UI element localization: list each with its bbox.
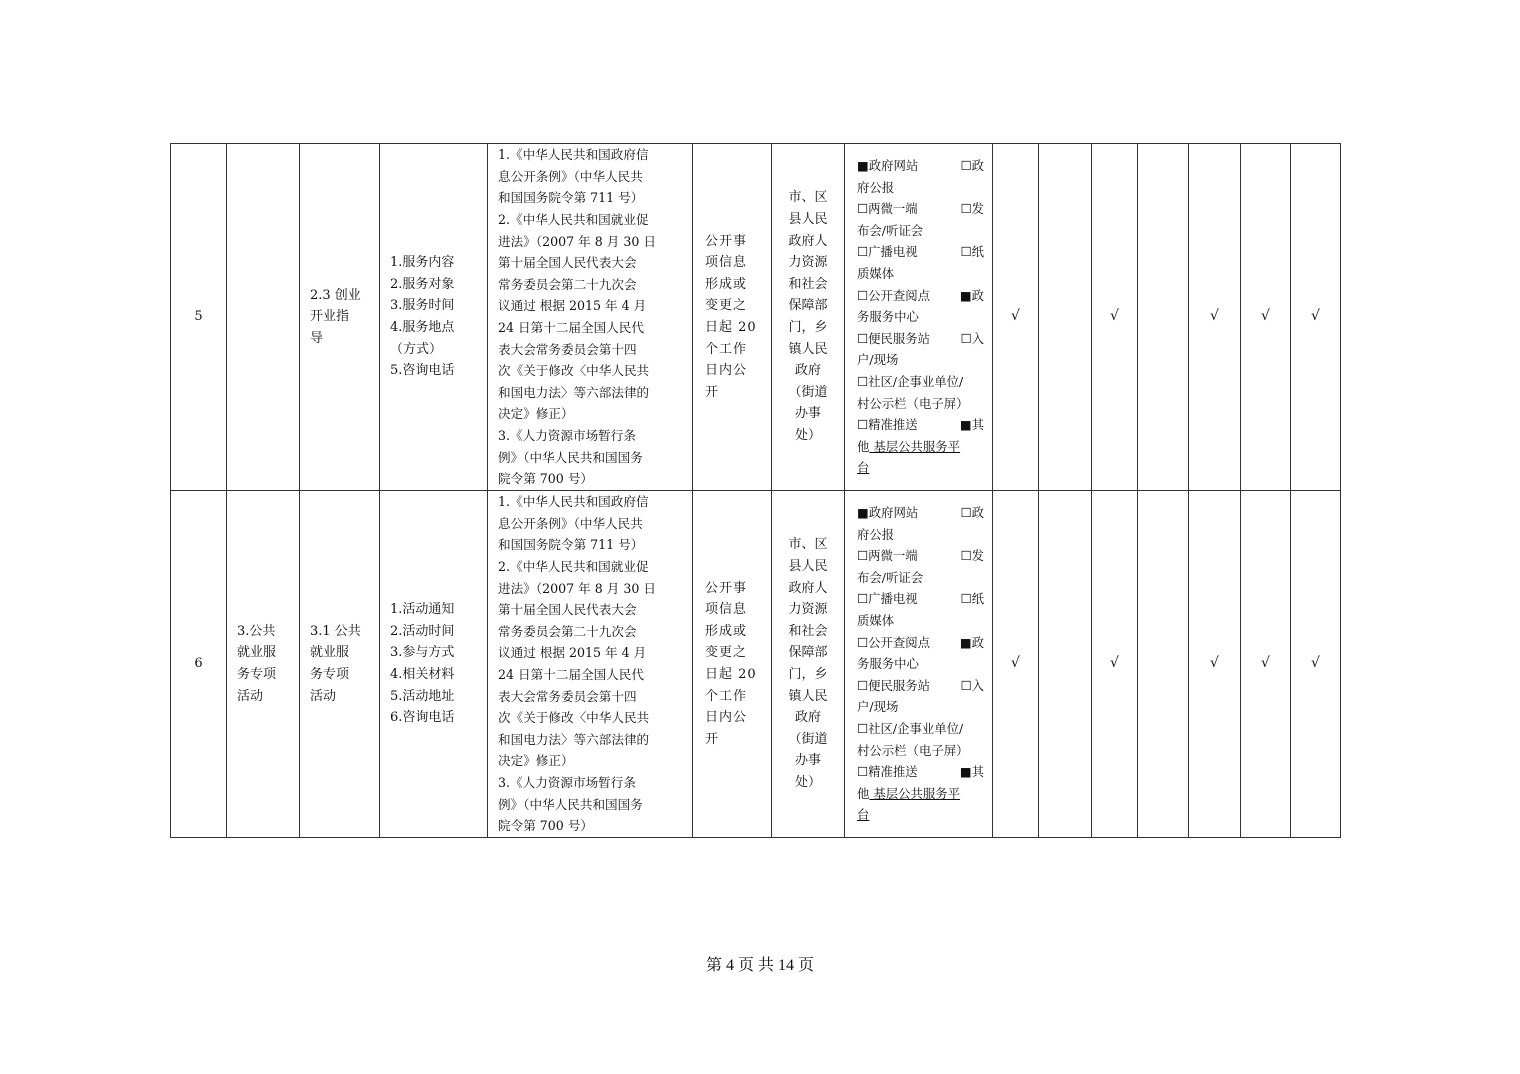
channel-label-right: ☐入 (960, 677, 984, 693)
check-cell (1039, 491, 1092, 838)
department-line: 市、区 (788, 537, 828, 553)
check-cell: √ (1291, 144, 1341, 491)
time-limit-line: 形成或 (705, 623, 748, 639)
channel-label-cont: 布会/听证会 (857, 569, 924, 585)
row-number: 5 (171, 144, 227, 491)
department-line: （街道 (788, 384, 828, 400)
check-cell (1138, 144, 1189, 491)
channel-label-right: ■其 (959, 764, 984, 780)
department-cell (772, 491, 845, 838)
page-footer: 第 4 页 共 14 页 (705, 957, 814, 974)
channel-label-cont: 务服务中心 (857, 656, 919, 672)
disclosure-table (170, 143, 1341, 838)
basis-line: 第十届全国人民代表大会 (498, 602, 637, 618)
channel-label-right: ■其 (959, 417, 984, 433)
content-line: 3.参与方式 (390, 645, 455, 661)
content-cell (380, 144, 488, 491)
item-line: 2.3 创业 (310, 287, 361, 303)
other-prefix: 他 (857, 438, 870, 454)
channel-option (857, 718, 984, 761)
channels-cell (845, 144, 993, 491)
channel-label-right: ■政 (959, 287, 984, 303)
category-line: 务专项 (237, 667, 277, 682)
category-line: 3.公共 (237, 623, 276, 639)
channel-label: ☐社区/企事业单位/ (857, 720, 964, 736)
basis-line: 24 日第十二届全国人民代 (498, 320, 644, 335)
department-line: 政府 (794, 363, 821, 379)
department-cell (772, 144, 845, 491)
check-cell: √ (1189, 491, 1241, 838)
category-line: 就业服 (237, 645, 277, 661)
channel-label-cont: 户/现场 (857, 352, 899, 368)
channel-label-cont: 务服务中心 (857, 309, 919, 325)
row-number: 6 (171, 491, 227, 838)
basis-line: 例》（中华人民共和国国务 (498, 449, 643, 465)
department-line: （街道 (788, 731, 828, 747)
time-limit-line: 日内公 (705, 710, 748, 726)
channel-label-cont: 村公示栏（电子屏） (857, 395, 969, 411)
time-limit-line: 项信息 (705, 602, 748, 618)
other-channel (857, 783, 984, 826)
basis-cell (488, 144, 693, 491)
channel-option (857, 285, 984, 328)
content-line: （方式） (390, 341, 443, 357)
channel-option (857, 545, 984, 588)
basis-line: 息公开条例》（中华人民共 (498, 168, 643, 184)
basis-line: 决定》修正） (498, 753, 574, 769)
time-limit-line: 开 (705, 731, 720, 747)
other-platform: 基层公共服务平 (869, 785, 961, 801)
channel-label: ☐广播电视 (857, 591, 918, 607)
department-line: 县人民 (788, 559, 828, 575)
basis-line: 议通过 根据 2015 年 4 月 (498, 645, 647, 661)
time-limit-cell (693, 491, 772, 838)
channel-option (857, 328, 984, 371)
channel-label-cont: 府公报 (857, 179, 895, 195)
department-line: 镇人民 (788, 688, 828, 704)
basis-line: 议通过 根据 2015 年 4 月 (498, 298, 647, 314)
channel-label-right: ☐纸 (960, 244, 984, 260)
content-line: 3.服务时间 (390, 298, 455, 314)
department-line: 政府 (794, 710, 821, 726)
channel-option (857, 414, 984, 436)
channels-cell (845, 491, 993, 838)
time-limit-line: 开 (705, 384, 720, 400)
check-cell: √ (1092, 144, 1138, 491)
basis-line: 1.《中华人民共和国政府信 (498, 147, 649, 163)
channel-label: ☐精准推送 (857, 417, 918, 433)
channel-label: ☐公开查阅点 (857, 287, 931, 303)
department-line: 和社会 (788, 276, 828, 292)
time-limit-line: 个工作 (705, 341, 748, 357)
check-cell: √ (1241, 144, 1291, 491)
channel-label-cont: 府公报 (857, 526, 895, 542)
item-cell (300, 491, 380, 838)
channel-label: ☐公开查阅点 (857, 634, 931, 650)
department-line: 门，乡 (788, 667, 828, 682)
content-line: 2.活动时间 (390, 623, 455, 639)
table-row (171, 144, 1341, 491)
time-limit-line: 变更之 (705, 298, 748, 314)
basis-line: 2.《中华人民共和国就业促 (498, 559, 649, 575)
department-line: 和社会 (788, 623, 828, 639)
other-platform-cont: 台 (857, 807, 870, 823)
item-line: 3.1 公共 (310, 623, 361, 639)
basis-line: 常务委员会第二十九次会 (498, 623, 637, 639)
department-line: 办事 (794, 406, 821, 422)
item-line: 开业指 (310, 309, 350, 325)
channel-label: ■政府网站 (857, 505, 919, 521)
basis-cell (488, 491, 693, 838)
content-line: 1.活动通知 (390, 602, 455, 618)
department-line: 处） (794, 774, 821, 790)
basis-line: 3.《人力资源市场暂行条 (498, 774, 636, 790)
channel-option (857, 675, 984, 718)
item-line: 导 (310, 330, 324, 346)
other-prefix: 他 (857, 785, 870, 801)
channel-label: ☐社区/企事业单位/ (857, 373, 964, 389)
check-cell (1039, 144, 1092, 491)
channel-label: ■政府网站 (857, 158, 919, 174)
department-line: 门，乡 (788, 320, 828, 335)
time-limit-line: 日内公 (705, 363, 748, 379)
check-cell: √ (1189, 144, 1241, 491)
category-cell (227, 491, 300, 838)
time-limit-line: 个工作 (705, 688, 748, 704)
time-limit-line: 日起 20 (705, 320, 757, 335)
channel-label-right: ■政 (959, 634, 984, 650)
channel-option (857, 241, 984, 284)
basis-line: 常务委员会第二十九次会 (498, 276, 637, 292)
department-line: 镇人民 (788, 341, 828, 357)
check-cell: √ (993, 144, 1039, 491)
content-line: 2.服务对象 (390, 276, 455, 292)
item-line: 活动 (310, 688, 337, 704)
channel-label: ☐两微一端 (857, 201, 918, 217)
department-line: 办事 (794, 753, 821, 769)
channel-option (857, 502, 984, 545)
department-line: 县人民 (788, 212, 828, 228)
basis-line: 2.《中华人民共和国就业促 (498, 212, 649, 228)
basis-line: 3.《人力资源市场暂行条 (498, 427, 636, 443)
basis-line: 进法》（2007 年 8 月 30 日 (498, 233, 656, 249)
basis-line: 进法》（2007 年 8 月 30 日 (498, 580, 656, 596)
channel-label-cont: 质媒体 (857, 613, 895, 629)
basis-line: 表大会常务委员会第十四 (498, 688, 637, 704)
channel-label-cont: 村公示栏（电子屏） (857, 742, 969, 758)
content-cell (380, 491, 488, 838)
channel-option (857, 198, 984, 241)
department-line: 政府人 (788, 580, 828, 596)
channel-label: ☐广播电视 (857, 244, 918, 260)
time-limit-line: 公开事 (705, 233, 748, 249)
category-line: 活动 (237, 688, 264, 704)
channel-label-cont: 户/现场 (857, 699, 899, 715)
channel-label-right: ☐入 (960, 330, 984, 346)
content-line: 5.活动地址 (390, 688, 455, 704)
check-cell (1138, 491, 1189, 838)
basis-line: 次《关于修改〈中华人民共 (498, 710, 650, 726)
basis-line: 和国国务院令第 711 号） (498, 537, 644, 553)
time-limit-cell (693, 144, 772, 491)
department-line: 力资源 (788, 602, 828, 618)
time-limit-line: 项信息 (705, 255, 748, 271)
department-line: 保障部 (788, 298, 828, 314)
basis-line: 息公开条例》（中华人民共 (498, 515, 643, 531)
time-limit-line: 变更之 (705, 645, 748, 661)
department-line: 市、区 (788, 190, 828, 206)
channel-label-cont: 质媒体 (857, 266, 895, 282)
content-line: 4.服务地点 (390, 320, 455, 335)
item-line: 就业服 (310, 645, 350, 661)
channel-label: ☐便民服务站 (857, 677, 931, 693)
channel-label-right: ☐政 (960, 505, 984, 521)
content-line: 4.相关材料 (390, 667, 455, 682)
time-limit-line: 日起 20 (705, 667, 757, 682)
channel-option (857, 632, 984, 675)
channel-label-cont: 布会/听证会 (857, 222, 924, 238)
channel-label-right: ☐发 (960, 201, 984, 217)
basis-line: 院令第 700 号） (498, 818, 594, 834)
department-line: 力资源 (788, 255, 828, 271)
time-limit-line: 公开事 (705, 580, 748, 596)
basis-line: 和国电力法〉等六部法律的 (498, 731, 650, 747)
channel-label-right: ☐纸 (960, 591, 984, 607)
channel-label: ☐精准推送 (857, 764, 918, 780)
basis-line: 和国国务院令第 711 号） (498, 190, 644, 206)
check-cell: √ (1241, 491, 1291, 838)
table-row (171, 491, 1341, 838)
department-line: 政府人 (788, 233, 828, 249)
content-line: 5.咨询电话 (390, 363, 455, 379)
basis-line: 次《关于修改〈中华人民共 (498, 363, 650, 379)
check-cell: √ (1291, 491, 1341, 838)
basis-line: 1.《中华人民共和国政府信 (498, 494, 649, 510)
channel-option (857, 155, 984, 198)
department-line: 处） (794, 427, 821, 443)
basis-line: 第十届全国人民代表大会 (498, 255, 637, 271)
other-platform: 基层公共服务平 (869, 438, 961, 454)
channel-label-right: ☐政 (960, 158, 984, 174)
channel-option (857, 761, 984, 783)
item-cell (300, 144, 380, 491)
basis-line: 例》（中华人民共和国国务 (498, 796, 643, 812)
other-platform-cont: 台 (857, 460, 870, 476)
basis-line: 表大会常务委员会第十四 (498, 341, 637, 357)
basis-line: 和国电力法〉等六部法律的 (498, 384, 650, 400)
item-line: 务专项 (310, 667, 350, 682)
basis-line: 决定》修正） (498, 406, 574, 422)
other-channel (857, 436, 984, 479)
content-line: 1.服务内容 (390, 255, 455, 271)
department-line: 保障部 (788, 645, 828, 661)
basis-line: 24 日第十二届全国人民代 (498, 667, 644, 682)
channel-label-right: ☐发 (960, 548, 984, 564)
category-cell (227, 144, 300, 491)
content-line: 6.咨询电话 (390, 710, 455, 726)
channel-label: ☐两微一端 (857, 548, 918, 564)
time-limit-line: 形成或 (705, 276, 748, 292)
check-cell: √ (993, 491, 1039, 838)
check-cell: √ (1092, 491, 1138, 838)
channel-option (857, 588, 984, 631)
basis-line: 院令第 700 号） (498, 471, 594, 487)
channel-option (857, 371, 984, 414)
channel-label: ☐便民服务站 (857, 330, 931, 346)
